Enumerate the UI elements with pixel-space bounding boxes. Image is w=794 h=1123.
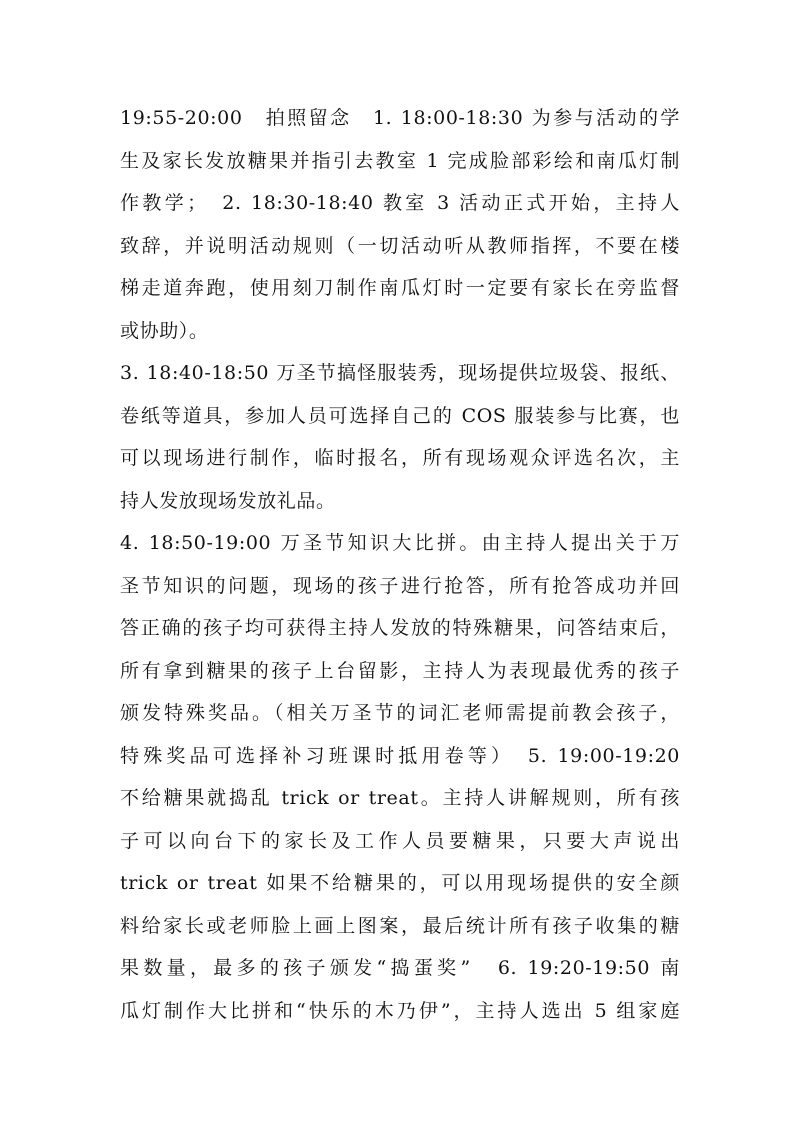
text-line: 4. 18:50-19:00 万圣节知识大比拼。由主持人提出关于万 [120,532,680,554]
text-line: 致辞，并说明活动规则（一切活动听从教师指挥，不要在楼 [120,235,680,257]
text-line: 19:55-20:00 拍照留念 1. 18:00-18:30 为参与活动的学 [120,107,680,129]
text-line: 颁发特殊奖品。（相关万圣节的词汇老师需提前教会孩子， [120,702,680,724]
text-line: 料给家长或老师脸上画上图案，最后统计所有孩子收集的糖 [120,915,680,937]
text-line: 或协助）。 [120,320,209,342]
text-line: 答正确的孩子均可获得主持人发放的特殊糖果，问答结束后， [120,617,680,639]
text-line: 可以现场进行制作，临时报名，所有现场观众评选名次，主 [120,447,680,469]
text-line: 特殊奖品可选择补习班课时抵用卷等） 5. 19:00-19:20 [120,745,680,767]
text-line: 梯走道奔跑，使用刻刀制作南瓜灯时一定要有家长在旁监督 [120,277,680,299]
text-line: 果数量，最多的孩子颁发“捣蛋奖” 6. 19:20-19:50 南 [120,957,680,979]
text-line: 持人发放现场发放礼品。 [120,490,336,512]
text-line: 不给糖果就捣乱 trick or treat。主持人讲解规则，所有孩 [120,787,680,809]
text-line: 作教学； 2. 18:30-18:40 教室 3 活动正式开始，主持人 [120,192,680,214]
text-line: 瓜灯制作大比拼和“快乐的木乃伊”，主持人选出 5 组家庭 [120,1000,680,1022]
text-line: 卷纸等道具，参加人员可选择自己的 COS 服装参与比赛，也 [120,405,680,427]
text-line: trick or treat 如果不给糖果的，可以用现场提供的安全颜 [120,872,680,894]
text-line: 3. 18:40-18:50 万圣节搞怪服装秀，现场提供垃圾袋、报纸、 [120,362,680,384]
text-line: 所有拿到糖果的孩子上台留影，主持人为表现最优秀的孩子 [120,660,680,682]
text-line: 生及家长发放糖果并指引去教室 1 完成脸部彩绘和南瓜灯制 [120,150,680,172]
text-line: 圣节知识的问题，现场的孩子进行抢答，所有抢答成功并回 [120,575,680,597]
text-line: 子可以向台下的家长及工作人员要糖果，只要大声说出 [120,830,680,852]
